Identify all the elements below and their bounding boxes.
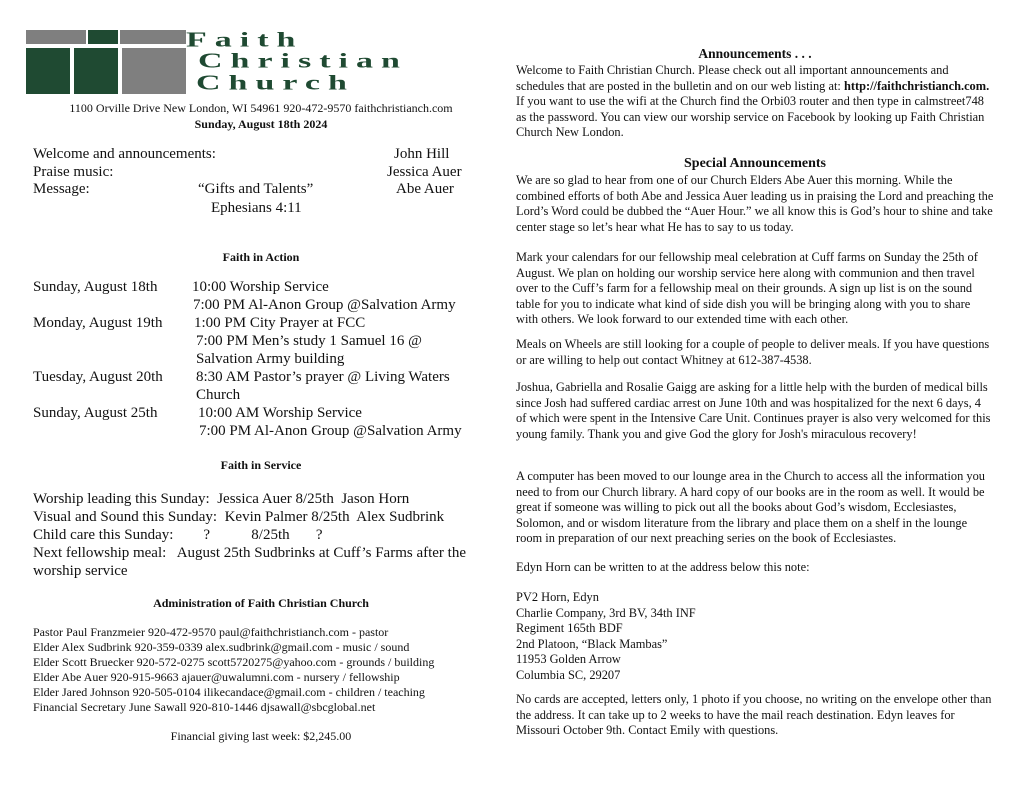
welcome-label: Welcome and announcements: xyxy=(33,146,216,162)
praise-name: Jessica Auer xyxy=(387,164,462,180)
message-scripture: Ephesians 4:11 xyxy=(211,200,302,216)
service-line: Next fellowship meal: August 25th Sudbrinks at Cuff’s Farms after the xyxy=(33,545,467,561)
action-item: Salvation Army building xyxy=(196,351,345,367)
address-line: 11953 Golden Arrow xyxy=(516,652,621,667)
address-line: PV2 Horn, Edyn xyxy=(516,590,599,604)
church-address: 1100 Orville Drive New London, WI 54961 920-472-9570 faithchristianch.com xyxy=(69,101,453,115)
message-title: “Gifts and Talents” xyxy=(198,181,314,197)
church-logo xyxy=(26,30,496,94)
admin-contact: Elder Alex Sudbrink 920-359-0339 alex.sudbrink@gmail.com - music / sound xyxy=(33,640,410,654)
service-line: Visual and Sound this Sunday: Kevin Palmer 8/25th Alex Sudbrink xyxy=(33,509,445,525)
mail-instructions: No cards are accepted, letters only, 1 photo if you choose, no writing on the envelope other than the address. It can take up to 2 weeks to have the mail reach destination. Edyn leaves for Missouri October 9th. Contact Emily with questions. xyxy=(516,692,992,738)
announcements-text-b: If you want to use the wifi at the Church find the Orbi03 router and then type in calmstreet748 as the password. You can view our worship service on Facebook by looking up Faith Christian Church New London. xyxy=(516,94,985,140)
announcements-heading: Announcements . . . xyxy=(698,46,812,61)
administration-heading: Administration of Faith Christian Church xyxy=(153,596,369,610)
service-line: worship service xyxy=(33,563,128,579)
announcements-text-a: Welcome to Faith Christian Church. Please check out all important announcements and schedules that are posted in the bulletin and on our web listing at: xyxy=(516,63,949,93)
service-line: Worship leading this Sunday: Jessica Auer 8/25th Jason Horn xyxy=(33,491,410,507)
action-item: 7:00 PM Al-Anon Group @Salvation Army xyxy=(199,423,462,439)
action-item: 7:00 PM Men’s study 1 Samuel 16 @ xyxy=(196,333,422,349)
faith-in-service-heading: Faith in Service xyxy=(220,458,302,472)
action-day: Sunday, August 18th xyxy=(33,279,158,295)
message-label: Message: xyxy=(33,181,90,197)
special-announcements-heading: Special Announcements xyxy=(684,156,826,171)
praise-label: Praise music: xyxy=(33,164,114,180)
special-paragraph: A computer has been moved to our lounge area in the Church to access all the information you need to from our Church library. A hard copy of our books are in the room as well. It would be great if someone was willing to pick out all the books about God’s wisdom, Ecclesiastes, Solomon, and or wisdom literature from the library and place them on a shelf in the lounge room in preparation of our next preaching series on the book of Ecclesiastes. xyxy=(516,469,985,546)
bulletin-date: Sunday, August 18th 2024 xyxy=(194,117,328,131)
action-item: Church xyxy=(196,387,241,403)
special-paragraph: We are so glad to hear from one of our Church Elders Abe Auer this morning. While the combined efforts of both Abe and Jessica Auer leading us in praising the Lord and preaching the Lord’s Word could be dubbed the “Auer Hour.” we all know this is God’s hour to shine and take center stage so let’s hear what He has to say to us today. xyxy=(516,173,994,234)
special-paragraph: Meals on Wheels are still looking for a couple of people to deliver meals. If you have questions or are willing to help out contact Whitney at 612-387-4538. xyxy=(516,337,990,367)
website-link[interactable]: http://faithchristianch.com. xyxy=(843,78,990,93)
admin-contact: Financial Secretary June Sawall 920-810-1446 djsawall@sbcglobal.net xyxy=(33,700,376,714)
admin-contact: Elder Jared Johnson 920-505-0104 ilikecandace@gmail.com - children / teaching xyxy=(33,685,425,699)
address-line: Columbia SC, 29207 xyxy=(516,667,621,682)
special-paragraph: Joshua, Gabriella and Rosalie Gaigg are asking for a little help with the burden of medical bills since Josh had suffered cardiac arrest on June 10th and was hospitalized for the next 6 days, 4 of which were spent in the Intensive Care Unit. Continues prayer is also very welcomed for this young family. Thank you and give God the glory for Josh's miraculous recovery! xyxy=(516,380,991,441)
faith-in-action-heading: Faith in Action xyxy=(222,250,300,264)
announcements-paragraph xyxy=(516,63,994,141)
address-line: 2nd Platoon, “Black Mambas” xyxy=(516,636,668,651)
admin-contact: Elder Scott Bruecker 920-572-0275 scott5720275@yahoo.com - grounds / building xyxy=(33,655,435,669)
welcome-name: John Hill xyxy=(394,146,450,162)
mailing-address xyxy=(516,590,696,684)
action-item: 7:00 PM Al-Anon Group @Salvation Army xyxy=(193,297,456,313)
action-day: Monday, August 19th xyxy=(33,315,163,331)
address-line: Regiment 165th BDF xyxy=(516,621,623,636)
action-item: 10:00 AM Worship Service xyxy=(198,405,362,421)
action-day: Sunday, August 25th xyxy=(33,405,158,421)
admin-contact: Elder Abe Auer 920-915-9663 ajauer@uwalumni.com - nursery / fellowship xyxy=(33,670,400,684)
logo-word-christian: Christian xyxy=(198,49,408,73)
financial-giving: Financial giving last week: $2,245.00 xyxy=(170,729,352,743)
action-item: 1:00 PM City Prayer at FCC xyxy=(194,315,366,331)
action-item: 8:30 AM Pastor’s prayer @ Living Waters xyxy=(196,369,450,385)
action-day: Tuesday, August 20th xyxy=(33,369,163,385)
logo-cross-icon xyxy=(26,30,186,94)
address-line: Charlie Company, 3rd BV, 34th INF xyxy=(516,605,696,620)
message-name: Abe Auer xyxy=(396,181,454,197)
admin-contact: Pastor Paul Franzmeier 920-472-9570 paul@faithchristianch.com - pastor xyxy=(33,625,389,639)
logo-word-faith: Faith xyxy=(186,28,304,52)
service-line: Child care this Sunday: ? 8/25th ? xyxy=(33,527,323,543)
special-paragraph: Mark your calendars for our fellowship meal celebration at Cuff farms on Sunday the 25th of August. We plan on holding our worship service here along with communion and then travel over to the Cuff’s farm for a fellowship meal on their grounds. A sign up list is on the sound table for you to indicate what kind of side dish you will be bringing along with you to share with others. We look forward to our extended time with each other. xyxy=(516,250,978,327)
logo-word-church: Church xyxy=(196,71,355,95)
action-item: 10:00 Worship Service xyxy=(192,279,329,295)
special-paragraph: Edyn Horn can be written to at the address below this note: xyxy=(516,560,810,574)
